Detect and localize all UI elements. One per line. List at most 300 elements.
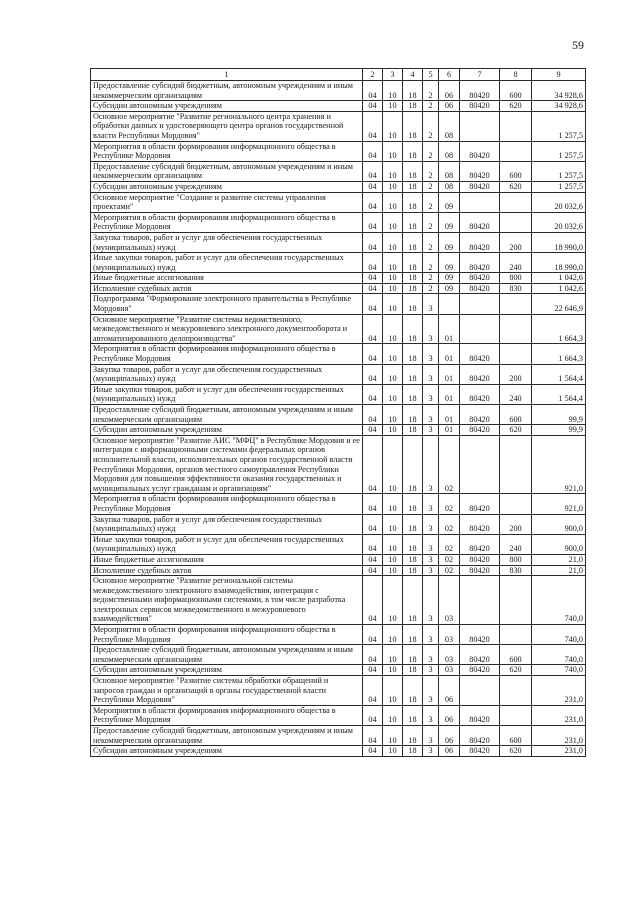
code-cell: 06 — [439, 746, 460, 757]
code-cell: 10 — [383, 101, 403, 112]
code-cell: 10 — [383, 405, 403, 425]
table-row — [91, 294, 586, 314]
code-cell — [500, 676, 532, 706]
row-name-cell: Исполнение судебных актов — [91, 565, 363, 576]
table-row — [91, 405, 586, 425]
table-row — [91, 665, 586, 676]
amount-cell: 21,0 — [532, 554, 586, 565]
code-cell: 10 — [383, 141, 403, 161]
code-cell: 80420 — [460, 554, 500, 565]
code-cell: 04 — [363, 314, 383, 344]
code-cell: 18 — [403, 514, 423, 534]
code-cell: 18 — [403, 554, 423, 565]
table-row — [91, 705, 586, 725]
code-cell: 80420 — [460, 665, 500, 676]
row-name-cell: Основное мероприятие "Развитие региональной системы межведомственного электронного взаимодействия, интеграция с ведомственными информационными системами, в том числе разработка электронных сервисов межведомственного и межуровневого взаимодействия" — [91, 576, 363, 625]
row-name-cell: Предоставление субсидий бюджетным, автономным учреждениям и иным некоммерческим организациям — [91, 161, 363, 181]
amount-cell: 1 564,4 — [532, 364, 586, 384]
code-cell: 3 — [423, 314, 439, 344]
amount-cell: 99,9 — [532, 405, 586, 425]
amount-cell: 231,0 — [532, 726, 586, 746]
code-cell: 80420 — [460, 253, 500, 273]
table-row — [91, 676, 586, 706]
code-cell: 10 — [383, 253, 403, 273]
code-cell: 04 — [363, 181, 383, 192]
code-cell: 18 — [403, 232, 423, 252]
amount-cell: 20 032,6 — [532, 212, 586, 232]
code-cell: 04 — [363, 405, 383, 425]
amount-cell: 740,0 — [532, 625, 586, 645]
code-cell: 830 — [500, 565, 532, 576]
table-row — [91, 192, 586, 212]
code-cell: 04 — [363, 212, 383, 232]
code-cell: 04 — [363, 283, 383, 294]
row-name-cell: Мероприятия в области формирования информационного общества в Республике Мордовия — [91, 212, 363, 232]
code-cell: 80420 — [460, 726, 500, 746]
code-cell: 03 — [439, 625, 460, 645]
table-row — [91, 645, 586, 665]
code-cell: 01 — [439, 384, 460, 404]
table-row — [91, 554, 586, 565]
code-cell: 10 — [383, 283, 403, 294]
code-cell: 200 — [500, 514, 532, 534]
code-cell: 02 — [439, 494, 460, 514]
code-cell: 04 — [363, 746, 383, 757]
table-row — [91, 161, 586, 181]
code-cell: 200 — [500, 364, 532, 384]
code-cell — [460, 111, 500, 141]
code-cell: 10 — [383, 665, 403, 676]
code-cell: 06 — [439, 101, 460, 112]
column-header: 4 — [403, 69, 423, 81]
code-cell: 10 — [383, 161, 403, 181]
row-name-cell: Иные закупки товаров, работ и услуг для обеспечения государственных (муниципальных) нужд — [91, 384, 363, 404]
code-cell: 06 — [439, 81, 460, 101]
code-cell: 3 — [423, 514, 439, 534]
code-cell: 10 — [383, 314, 403, 344]
code-cell: 2 — [423, 273, 439, 284]
column-header: 5 — [423, 69, 439, 81]
amount-cell: 34 928,6 — [532, 81, 586, 101]
code-cell: 04 — [363, 141, 383, 161]
code-cell: 80420 — [460, 101, 500, 112]
code-cell: 620 — [500, 746, 532, 757]
amount-cell: 921,0 — [532, 494, 586, 514]
row-name-cell: Закупка товаров, работ и услуг для обеспечения государственных (муниципальных) нужд — [91, 514, 363, 534]
row-name-cell: Предоставление субсидий бюджетным, автономным учреждениям и иным некоммерческим организациям — [91, 726, 363, 746]
budget-table — [90, 68, 586, 757]
code-cell: 10 — [383, 554, 403, 565]
code-cell: 04 — [363, 294, 383, 314]
code-cell: 06 — [439, 726, 460, 746]
column-header: 7 — [460, 69, 500, 81]
code-cell: 18 — [403, 364, 423, 384]
code-cell: 620 — [500, 425, 532, 436]
code-cell: 09 — [439, 273, 460, 284]
code-cell: 04 — [363, 111, 383, 141]
code-cell: 3 — [423, 625, 439, 645]
code-cell: 80420 — [460, 746, 500, 757]
code-cell: 18 — [403, 534, 423, 554]
code-cell: 18 — [403, 705, 423, 725]
code-cell: 10 — [383, 565, 403, 576]
code-cell: 3 — [423, 405, 439, 425]
code-cell: 04 — [363, 232, 383, 252]
code-cell: 18 — [403, 192, 423, 212]
table-body — [91, 81, 586, 757]
code-cell: 10 — [383, 746, 403, 757]
code-cell: 10 — [383, 676, 403, 706]
page-number: 59 — [572, 38, 584, 52]
code-cell: 08 — [439, 141, 460, 161]
code-cell: 18 — [403, 101, 423, 112]
code-cell: 18 — [403, 111, 423, 141]
amount-cell: 1 042,6 — [532, 273, 586, 284]
code-cell: 600 — [500, 81, 532, 101]
table-row — [91, 81, 586, 101]
code-cell — [500, 192, 532, 212]
row-name-cell: Основное мероприятие "Развитие системы обработки обращений и запросов граждан и организаций в органы государственной власти Республики Мордовия" — [91, 676, 363, 706]
code-cell: 18 — [403, 181, 423, 192]
column-header: 3 — [383, 69, 403, 81]
code-cell: 04 — [363, 676, 383, 706]
code-cell: 80420 — [460, 81, 500, 101]
code-cell: 3 — [423, 565, 439, 576]
code-cell: 04 — [363, 645, 383, 665]
code-cell: 2 — [423, 192, 439, 212]
table-row — [91, 283, 586, 294]
code-cell: 02 — [439, 514, 460, 534]
amount-cell: 1 257,5 — [532, 111, 586, 141]
code-cell: 18 — [403, 294, 423, 314]
code-cell: 09 — [439, 192, 460, 212]
code-cell: 10 — [383, 625, 403, 645]
code-cell: 10 — [383, 181, 403, 192]
row-name-cell: Мероприятия в области формирования информационного общества в Республике Мордовия — [91, 705, 363, 725]
code-cell: 80420 — [460, 514, 500, 534]
code-cell — [500, 314, 532, 344]
code-cell: 2 — [423, 141, 439, 161]
code-cell: 80420 — [460, 405, 500, 425]
amount-cell: 1 664,3 — [532, 344, 586, 364]
row-name-cell: Подпрограмма "Формирование электронного правительства в Республике Мордовия" — [91, 294, 363, 314]
row-name-cell: Основное мероприятие "Развитие системы ведомственного, межведомственного и межуровневого электронного документооборота и автоматизированного делопроизводства" — [91, 314, 363, 344]
amount-cell: 1 257,5 — [532, 141, 586, 161]
code-cell — [500, 294, 532, 314]
code-cell: 80420 — [460, 161, 500, 181]
code-cell: 03 — [439, 665, 460, 676]
code-cell: 2 — [423, 101, 439, 112]
table-row — [91, 273, 586, 284]
code-cell: 80420 — [460, 705, 500, 725]
code-cell: 3 — [423, 425, 439, 436]
code-cell: 80420 — [460, 232, 500, 252]
code-cell: 600 — [500, 405, 532, 425]
code-cell — [460, 676, 500, 706]
code-cell: 10 — [383, 192, 403, 212]
code-cell: 240 — [500, 534, 532, 554]
code-cell: 02 — [439, 534, 460, 554]
code-cell: 2 — [423, 111, 439, 141]
table-row — [91, 514, 586, 534]
code-cell: 04 — [363, 435, 383, 494]
code-cell — [460, 435, 500, 494]
code-cell: 18 — [403, 81, 423, 101]
amount-cell: 18 990,0 — [532, 232, 586, 252]
code-cell: 10 — [383, 514, 403, 534]
code-cell: 3 — [423, 726, 439, 746]
code-cell: 09 — [439, 283, 460, 294]
row-name-cell: Мероприятия в области формирования информационного общества в Республике Мордовия — [91, 625, 363, 645]
code-cell: 18 — [403, 283, 423, 294]
code-cell: 04 — [363, 101, 383, 112]
code-cell: 10 — [383, 705, 403, 725]
code-cell: 03 — [439, 576, 460, 625]
code-cell: 18 — [403, 384, 423, 404]
code-cell: 3 — [423, 294, 439, 314]
row-name-cell: Мероприятия в области формирования информационного общества в Республике Мордовия — [91, 344, 363, 364]
code-cell: 04 — [363, 384, 383, 404]
row-name-cell: Субсидии автономным учреждениям — [91, 665, 363, 676]
code-cell: 04 — [363, 364, 383, 384]
table-row — [91, 425, 586, 436]
code-cell: 18 — [403, 494, 423, 514]
code-cell: 2 — [423, 212, 439, 232]
row-name-cell: Мероприятия в области формирования информационного общества в Республике Мордовия — [91, 494, 363, 514]
code-cell: 02 — [439, 435, 460, 494]
code-cell: 03 — [439, 645, 460, 665]
code-cell: 2 — [423, 232, 439, 252]
code-cell — [500, 111, 532, 141]
code-cell — [500, 625, 532, 645]
code-cell: 2 — [423, 81, 439, 101]
row-name-cell: Предоставление субсидий бюджетным, автономным учреждениям и иным некоммерческим организациям — [91, 81, 363, 101]
code-cell: 3 — [423, 364, 439, 384]
amount-cell: 22 646,9 — [532, 294, 586, 314]
code-cell: 01 — [439, 364, 460, 384]
table-row — [91, 565, 586, 576]
code-cell: 600 — [500, 645, 532, 665]
table-row — [91, 232, 586, 252]
code-cell: 04 — [363, 161, 383, 181]
code-cell: 04 — [363, 554, 383, 565]
amount-cell: 34 928,6 — [532, 101, 586, 112]
code-cell: 04 — [363, 192, 383, 212]
code-cell: 240 — [500, 384, 532, 404]
code-cell: 80420 — [460, 141, 500, 161]
table-row — [91, 534, 586, 554]
code-cell: 10 — [383, 726, 403, 746]
code-cell: 830 — [500, 283, 532, 294]
table-row — [91, 111, 586, 141]
amount-cell: 1 257,5 — [532, 161, 586, 181]
code-cell: 3 — [423, 645, 439, 665]
code-cell: 10 — [383, 534, 403, 554]
code-cell: 80420 — [460, 565, 500, 576]
code-cell: 18 — [403, 435, 423, 494]
table-row — [91, 576, 586, 625]
code-cell: 04 — [363, 494, 383, 514]
code-cell: 18 — [403, 425, 423, 436]
code-cell: 01 — [439, 405, 460, 425]
table-row — [91, 494, 586, 514]
code-cell — [500, 494, 532, 514]
code-cell: 04 — [363, 425, 383, 436]
row-name-cell: Основное мероприятие "Создание и развитие системы управления проектами" — [91, 192, 363, 212]
code-cell: 10 — [383, 273, 403, 284]
code-cell: 18 — [403, 314, 423, 344]
amount-cell: 231,0 — [532, 705, 586, 725]
code-cell: 80420 — [460, 273, 500, 284]
table-row — [91, 625, 586, 645]
code-cell: 3 — [423, 705, 439, 725]
table-row — [91, 253, 586, 273]
code-cell: 04 — [363, 273, 383, 284]
row-name-cell: Иные бюджетные ассигнования — [91, 554, 363, 565]
code-cell: 01 — [439, 425, 460, 436]
table-row — [91, 726, 586, 746]
table-header-row — [91, 69, 586, 81]
code-cell: 18 — [403, 625, 423, 645]
code-cell: 620 — [500, 101, 532, 112]
code-cell: 02 — [439, 565, 460, 576]
code-cell: 18 — [403, 344, 423, 364]
row-name-cell: Субсидии автономным учреждениям — [91, 425, 363, 436]
code-cell — [439, 294, 460, 314]
code-cell: 18 — [403, 161, 423, 181]
code-cell: 09 — [439, 212, 460, 232]
row-name-cell: Субсидии автономным учреждениям — [91, 746, 363, 757]
amount-cell: 21,0 — [532, 565, 586, 576]
code-cell: 10 — [383, 212, 403, 232]
code-cell: 80420 — [460, 534, 500, 554]
row-name-cell: Иные закупки товаров, работ и услуг для обеспечения государственных (муниципальных) нужд — [91, 253, 363, 273]
code-cell: 600 — [500, 161, 532, 181]
code-cell: 18 — [403, 141, 423, 161]
code-cell: 02 — [439, 554, 460, 565]
code-cell: 240 — [500, 253, 532, 273]
amount-cell: 20 032,6 — [532, 192, 586, 212]
table-row — [91, 314, 586, 344]
code-cell: 800 — [500, 554, 532, 565]
code-cell: 10 — [383, 111, 403, 141]
code-cell — [460, 192, 500, 212]
code-cell: 200 — [500, 232, 532, 252]
amount-cell: 921,0 — [532, 435, 586, 494]
table-row — [91, 364, 586, 384]
amount-cell: 1 042,6 — [532, 283, 586, 294]
code-cell — [500, 344, 532, 364]
code-cell: 08 — [439, 111, 460, 141]
amount-cell: 1 664,3 — [532, 314, 586, 344]
code-cell: 620 — [500, 665, 532, 676]
row-name-cell: Субсидии автономным учреждениям — [91, 181, 363, 192]
column-header: 8 — [500, 69, 532, 81]
code-cell: 3 — [423, 344, 439, 364]
code-cell: 04 — [363, 705, 383, 725]
amount-cell: 900,0 — [532, 514, 586, 534]
row-name-cell: Закупка товаров, работ и услуг для обеспечения государственных (муниципальных) нужд — [91, 232, 363, 252]
code-cell: 600 — [500, 726, 532, 746]
amount-cell: 99,9 — [532, 425, 586, 436]
code-cell — [500, 576, 532, 625]
code-cell: 18 — [403, 645, 423, 665]
code-cell: 04 — [363, 253, 383, 273]
code-cell: 80420 — [460, 384, 500, 404]
code-cell: 80420 — [460, 645, 500, 665]
table-row — [91, 141, 586, 161]
code-cell — [500, 705, 532, 725]
row-name-cell: Иные закупки товаров, работ и услуг для обеспечения государственных (муниципальных) нужд — [91, 534, 363, 554]
code-cell: 18 — [403, 665, 423, 676]
code-cell: 04 — [363, 534, 383, 554]
code-cell: 620 — [500, 181, 532, 192]
code-cell: 04 — [363, 81, 383, 101]
column-header: 9 — [532, 69, 586, 81]
code-cell: 10 — [383, 384, 403, 404]
code-cell — [500, 141, 532, 161]
code-cell: 10 — [383, 435, 403, 494]
amount-cell: 740,0 — [532, 645, 586, 665]
code-cell: 18 — [403, 565, 423, 576]
code-cell: 10 — [383, 232, 403, 252]
code-cell: 10 — [383, 344, 403, 364]
code-cell: 01 — [439, 344, 460, 364]
amount-cell: 231,0 — [532, 746, 586, 757]
code-cell: 10 — [383, 364, 403, 384]
code-cell: 3 — [423, 676, 439, 706]
code-cell: 04 — [363, 514, 383, 534]
code-cell: 80420 — [460, 494, 500, 514]
code-cell: 10 — [383, 494, 403, 514]
code-cell: 09 — [439, 253, 460, 273]
code-cell: 18 — [403, 676, 423, 706]
code-cell: 10 — [383, 294, 403, 314]
code-cell: 3 — [423, 435, 439, 494]
table-row — [91, 212, 586, 232]
row-name-cell: Закупка товаров, работ и услуг для обеспечения государственных (муниципальных) нужд — [91, 364, 363, 384]
code-cell: 3 — [423, 534, 439, 554]
code-cell: 80420 — [460, 425, 500, 436]
code-cell: 04 — [363, 625, 383, 645]
code-cell: 3 — [423, 494, 439, 514]
code-cell: 18 — [403, 576, 423, 625]
code-cell: 18 — [403, 405, 423, 425]
column-header: 1 — [91, 69, 363, 81]
code-cell: 04 — [363, 344, 383, 364]
table-row — [91, 181, 586, 192]
code-cell: 80420 — [460, 364, 500, 384]
code-cell: 10 — [383, 576, 403, 625]
row-name-cell: Мероприятия в области формирования информационного общества в Республике Мордовия — [91, 141, 363, 161]
code-cell: 18 — [403, 273, 423, 284]
code-cell: 08 — [439, 181, 460, 192]
row-name-cell: Основное мероприятие "Развитие АИС "МФЦ" в Республике Мордовия и ее интеграция с информационными системами федеральных органов исполнительной власти, исполнительных органов государственной власти Республики Мордовия, органов местного самоуправления Республики Мордовия для повышения эффективности оказания государственных и муниципальных услуг гражданам и организациям" — [91, 435, 363, 494]
column-header: 6 — [439, 69, 460, 81]
code-cell — [500, 435, 532, 494]
code-cell: 09 — [439, 232, 460, 252]
table-row — [91, 435, 586, 494]
code-cell — [460, 314, 500, 344]
table-row — [91, 101, 586, 112]
code-cell: 06 — [439, 705, 460, 725]
row-name-cell: Основное мероприятие "Развитие регионального центра хранения и обработки данных и удостоверяющего центра органов государственной власти Республики Мордовия" — [91, 111, 363, 141]
amount-cell: 740,0 — [532, 665, 586, 676]
table-row — [91, 746, 586, 757]
code-cell: 80420 — [460, 625, 500, 645]
code-cell: 3 — [423, 576, 439, 625]
code-cell: 04 — [363, 665, 383, 676]
